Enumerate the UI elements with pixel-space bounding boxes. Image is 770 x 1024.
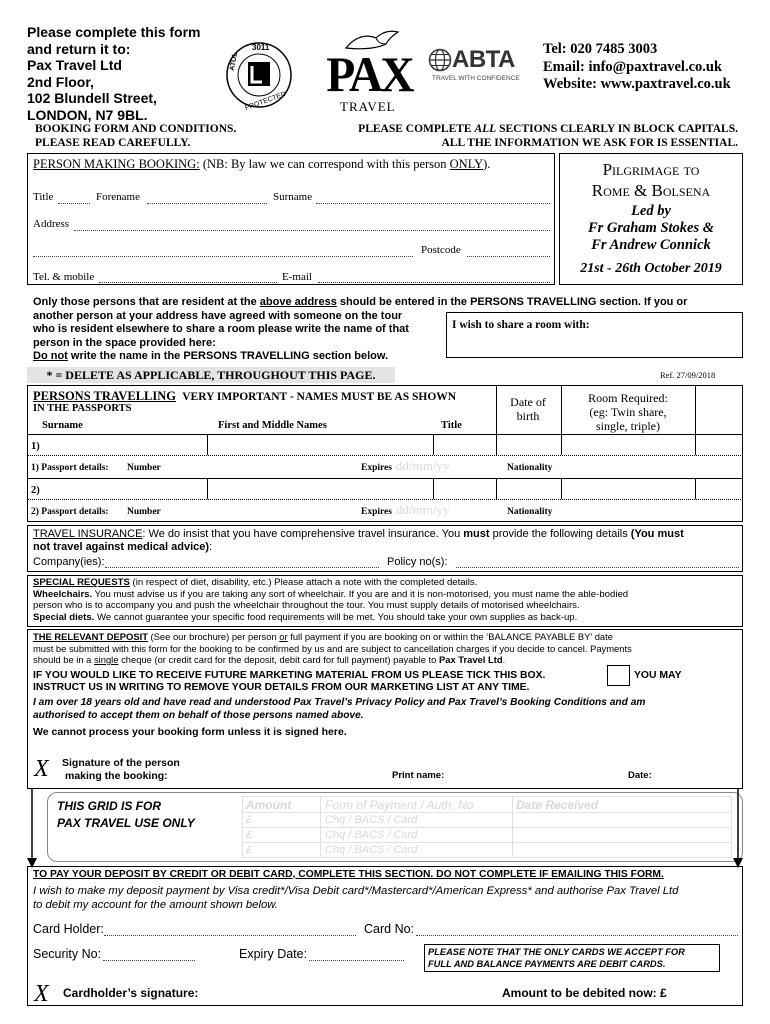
cardholder-signature-label: Cardholder’s signature: bbox=[63, 986, 199, 1000]
marketing-tick-box[interactable] bbox=[607, 665, 630, 686]
special-requests-text bbox=[33, 577, 741, 623]
date-label: Date: bbox=[628, 770, 652, 781]
email-field[interactable] bbox=[318, 282, 550, 283]
globe-icon bbox=[428, 48, 452, 72]
return-line: and return it to: bbox=[27, 40, 131, 57]
booker-note: (NB: By law we can correspond with this person bbox=[199, 157, 450, 171]
share-text: Only those persons that are resident at the bbox=[33, 296, 260, 308]
diets-text: We cannot guarantee your specific food requirements will be met. You should take your own supplies as back-up. bbox=[94, 611, 578, 623]
insurance-colon: : bbox=[209, 541, 213, 553]
marketing-line-2: INSTRUCT US IN WRITING TO REMOVE YOUR DETAILS FROM OUR MARKETING LIST AT ANY TIME. bbox=[33, 682, 530, 693]
traveller-1-title[interactable] bbox=[434, 435, 495, 454]
return-line: Please complete this form bbox=[27, 24, 201, 40]
passport-2-number-label: Number bbox=[127, 507, 161, 517]
traveller-2-number: 2) bbox=[31, 485, 40, 496]
traveller-2-room[interactable] bbox=[562, 479, 694, 498]
reference-number: Ref. 27/09/2018 bbox=[660, 370, 716, 380]
traveller-1-room[interactable] bbox=[562, 435, 694, 454]
insurance-label: TRAVEL INSURANCE bbox=[33, 528, 143, 540]
office-pound-2: £ bbox=[246, 829, 253, 841]
share-line bbox=[33, 296, 745, 310]
card-authorisation-line: I wish to make my deposit payment by Visa credit*/Visa Debit card*/Mastercard*/American Express* and authorise Pax Travel Ltd bbox=[33, 885, 679, 897]
passport-1-number-input[interactable] bbox=[168, 458, 358, 476]
notice-line: BOOKING FORM AND CONDITIONS. bbox=[35, 123, 237, 135]
postcode-label: Postcode bbox=[421, 244, 461, 256]
passport-1-label: 1) Passport details: bbox=[31, 463, 109, 473]
card-holder-field[interactable] bbox=[104, 935, 356, 936]
deposit-line bbox=[33, 654, 743, 666]
trip-leaders bbox=[559, 203, 743, 254]
atol-text: ATOL bbox=[229, 51, 240, 72]
surname-field[interactable] bbox=[316, 203, 550, 204]
cardholder-cross-icon: X bbox=[34, 981, 49, 1007]
deposit-heading: THE RELEVANT DEPOSIT bbox=[33, 631, 148, 642]
pax-sub: TRAVEL bbox=[340, 99, 396, 114]
down-arrow-right-icon bbox=[733, 788, 743, 868]
print-name-field[interactable] bbox=[452, 760, 622, 784]
passport-1-expires-label: Expires bbox=[361, 463, 392, 473]
trip-title-line: Pilgrimage to bbox=[602, 160, 700, 179]
abta-logo bbox=[428, 44, 528, 84]
booker-heading-label: PERSON MAKING BOOKING: bbox=[33, 157, 200, 171]
card-authorisation bbox=[33, 884, 745, 912]
special-heading: SPECIAL REQUESTS bbox=[33, 577, 130, 588]
expiry-label: Expiry Date: bbox=[239, 947, 308, 961]
forename-field[interactable] bbox=[147, 203, 267, 204]
age-line: I am over 18 years old and have read and understood Pax Travel’s Privacy Policy and Pax Travel’s Booking Conditions and am bbox=[33, 697, 646, 708]
signature-label bbox=[62, 757, 180, 782]
signature-label-line: making the booking: bbox=[65, 769, 168, 782]
age-declaration bbox=[33, 697, 743, 722]
wheelchairs-label: Wheelchairs. bbox=[33, 588, 93, 600]
passport-2-label: 2) Passport details: bbox=[31, 507, 109, 517]
wheelchairs-text: You must advise us if you are taking any sort of wheelchair. If you are and it is non-motorised, you must name the able-bodied bbox=[92, 588, 629, 600]
col-surname: Surname bbox=[42, 420, 83, 431]
share-line: another person at your address have agreed with someone on the tour bbox=[33, 309, 403, 322]
notice-line: ALL THE INFORMATION WE ASK FOR IS ESSENTIAL. bbox=[441, 137, 738, 149]
passport-2-expires-input[interactable]: dd/mm/yy bbox=[396, 502, 450, 517]
traveller-1-dob[interactable] bbox=[497, 435, 560, 454]
down-arrow-left-icon bbox=[27, 788, 37, 868]
deposit-single: single bbox=[93, 654, 119, 665]
booker-note-only: ONLY bbox=[449, 157, 484, 171]
traveller-2-dob[interactable] bbox=[497, 479, 560, 498]
booker-heading bbox=[33, 157, 490, 172]
leader-name: Fr Graham Stokes & bbox=[587, 220, 715, 236]
pax-logo bbox=[320, 28, 410, 116]
persons-travelling-label: PERSONS TRAVELLING bbox=[33, 389, 176, 403]
card-authorisation-line: to debit my account for the amount shown below. bbox=[33, 899, 278, 911]
passport-1-expires-input[interactable]: dd/mm/yy bbox=[396, 458, 450, 473]
dob-header bbox=[497, 395, 559, 423]
signature-field[interactable] bbox=[190, 760, 385, 784]
print-name-label: Print name: bbox=[392, 770, 445, 781]
contact-details bbox=[543, 41, 731, 94]
col-first-names: First and Middle Names bbox=[218, 420, 327, 431]
age-line: authorised to accept them on behalf of those persons named above. bbox=[33, 709, 364, 721]
return-line: LONDON, N7 9BL. bbox=[27, 106, 148, 123]
office-col-form: Form of Payment / Auth. No. bbox=[325, 798, 477, 812]
return-address bbox=[27, 24, 201, 123]
office-use-line: PAX TRAVEL USE ONLY bbox=[57, 816, 195, 830]
pax-name: PAX bbox=[326, 46, 412, 102]
company-label: Company(ies): bbox=[33, 556, 105, 568]
policy-label: Policy no(s): bbox=[387, 556, 448, 568]
leader-name: Fr Andrew Connick bbox=[591, 237, 711, 253]
office-pound-3: £ bbox=[246, 844, 253, 856]
insurance-line bbox=[33, 528, 741, 541]
notice-emphasis: ALL bbox=[474, 123, 497, 135]
atol-protected: PROTECTED bbox=[244, 90, 288, 113]
signature-label-line: Signature of the person bbox=[62, 757, 180, 769]
office-chq-3: Chq / BACS / Card bbox=[325, 844, 418, 856]
row-divider bbox=[27, 455, 743, 456]
email-label: E-mail bbox=[282, 271, 312, 283]
surname-label: Surname bbox=[273, 191, 313, 203]
person-making-booking-section bbox=[27, 153, 555, 285]
traveller-2-surname[interactable] bbox=[40, 479, 206, 498]
cardholder-signature-field[interactable] bbox=[210, 978, 490, 1002]
forename-label: Forename bbox=[96, 191, 140, 203]
room-header bbox=[562, 391, 694, 433]
deposit-line: must be submitted with this form for the booking to be confirmed by us and are subject to cancellation charges if you decide to cancel. Payments bbox=[33, 642, 632, 654]
led-by-label: Led by bbox=[631, 203, 671, 219]
expiry-field[interactable] bbox=[309, 960, 404, 961]
return-line: Pax Travel Ltd bbox=[27, 57, 122, 73]
return-line: 102 Blundell Street, bbox=[27, 90, 157, 106]
special-heading-rest: (in respect of diet, disability, etc.) Please attach a note with the completed details. bbox=[129, 577, 478, 588]
row-divider bbox=[27, 499, 743, 500]
office-grid-divider bbox=[242, 812, 732, 813]
traveller-2-title[interactable] bbox=[434, 479, 495, 498]
passports-note: IN THE PASSPORTS bbox=[33, 403, 132, 414]
deposit-text: cheque (or credit card for the deposit, debit card for full payment) payable to bbox=[118, 654, 439, 665]
trip-dates: 21st - 26th October 2019 bbox=[580, 261, 722, 276]
deposit-text: should be in a bbox=[33, 654, 94, 665]
card-number-field[interactable] bbox=[416, 935, 738, 936]
passport-2-expires-label: Expires bbox=[361, 507, 392, 517]
col-title: Title bbox=[441, 420, 462, 431]
atol-number: 3011 bbox=[252, 43, 270, 52]
security-field[interactable] bbox=[103, 960, 195, 961]
office-grid-divider bbox=[242, 827, 732, 828]
col-divider bbox=[695, 385, 696, 455]
abta-name: ABTA bbox=[452, 46, 515, 73]
card-heading: TO PAY YOUR DEPOSIT BY CREDIT OR DEBIT CARD, COMPLETE THIS SECTION. DO NOT COMPLETE IF EMAILING THIS FORM. bbox=[33, 869, 664, 880]
passport-2-nationality-label: Nationality bbox=[507, 507, 553, 517]
insurance-text-b: provide the following details bbox=[489, 528, 631, 540]
special-line bbox=[33, 612, 741, 624]
insurance-text-a: : We do insist that you have comprehensive travel insurance. You bbox=[142, 528, 464, 540]
share-line: person in the space provided here: bbox=[33, 336, 216, 349]
signature-cross-icon: X bbox=[34, 756, 49, 782]
room-header-line: (eg: Twin share, bbox=[589, 405, 667, 419]
amount-debited-field[interactable] bbox=[685, 978, 740, 1002]
card-number-label: Card No: bbox=[364, 922, 415, 936]
passport-2-number-input[interactable] bbox=[168, 502, 358, 520]
postcode-field[interactable] bbox=[467, 256, 550, 257]
office-use-label bbox=[57, 798, 195, 832]
persons-travelling-heading bbox=[33, 389, 456, 404]
office-chq-2: Chq / BACS / Card bbox=[325, 829, 418, 841]
atol-logo bbox=[224, 40, 294, 113]
office-use-line: THIS GRID IS FOR bbox=[57, 799, 162, 813]
address-field-2[interactable] bbox=[33, 256, 413, 257]
notice-line: PLEASE READ CAREFULLY. bbox=[35, 137, 191, 149]
insurance-bold: (You must bbox=[630, 528, 684, 540]
title-label: Title bbox=[33, 191, 54, 203]
security-label: Security No: bbox=[33, 947, 102, 961]
card-holder-label: Card Holder: bbox=[33, 922, 104, 936]
debit-note-line: FULL AND BALANCE PAYMENTS ARE DEBIT CARDS. bbox=[428, 958, 666, 969]
share-text: should be entered in the PERSONS TRAVELLING section. If you or bbox=[336, 296, 688, 308]
share-underline: above address bbox=[259, 296, 337, 308]
insurance-line bbox=[33, 541, 741, 554]
insurance-text bbox=[33, 528, 741, 554]
address-label: Address bbox=[33, 218, 70, 230]
passport-2-nationality-input[interactable] bbox=[560, 502, 740, 520]
room-header-line: Room Required: bbox=[588, 391, 668, 405]
office-pound-1: £ bbox=[246, 814, 253, 826]
deposit-or: or bbox=[279, 631, 288, 642]
deposit-line bbox=[33, 631, 743, 643]
special-line bbox=[33, 589, 741, 601]
debit-cards-note-text bbox=[428, 947, 685, 970]
traveller-1-first-names[interactable] bbox=[208, 435, 432, 454]
col-divider bbox=[695, 478, 696, 499]
share-room-label: I wish to share a room with: bbox=[452, 319, 590, 331]
passport-1-number-label: Number bbox=[127, 463, 161, 473]
policy-field[interactable] bbox=[456, 567, 739, 568]
date-field[interactable] bbox=[660, 760, 740, 784]
traveller-2-first-names[interactable] bbox=[208, 479, 432, 498]
notice-line bbox=[305, 122, 738, 136]
office-col-received: Date Received bbox=[516, 798, 599, 812]
tel-label: Tel. & mobile bbox=[33, 271, 95, 283]
notice-text: PLEASE COMPLETE bbox=[358, 123, 475, 135]
office-grid-divider bbox=[242, 842, 732, 843]
traveller-1-number: 1) bbox=[31, 441, 40, 452]
passport-1-nationality-input[interactable] bbox=[560, 458, 740, 476]
office-col-amount: Amount bbox=[246, 798, 292, 812]
dob-header-line: Date of bbox=[510, 395, 546, 409]
passport-1-nationality-label: Nationality bbox=[507, 463, 553, 473]
marketing-line-1: IF YOU WOULD LIKE TO RECEIVE FUTURE MARKETING MATERIAL FROM US PLEASE TICK THIS BOX. bbox=[33, 670, 546, 681]
notice-text: SECTIONS CLEARLY IN BLOCK CAPITALS. bbox=[496, 123, 738, 135]
contact-email: Email: info@paxtravel.co.uk bbox=[543, 58, 723, 75]
amount-debited-label: Amount to be debited now: £ bbox=[502, 986, 667, 1000]
trip-title bbox=[559, 159, 743, 201]
abta-tagline: TRAVEL WITH CONFIDENCE bbox=[432, 75, 520, 82]
share-line: who is resident elsewhere to share a room please write the name of that bbox=[33, 323, 409, 335]
deposit-text-a: (See our brochure) per person bbox=[147, 631, 280, 642]
deposit-payee: Pax Travel Ltd bbox=[438, 654, 503, 665]
contact-phone: Tel: 020 7485 3003 bbox=[543, 41, 658, 57]
marketing-you-may: YOU MAY bbox=[634, 670, 682, 681]
diets-label: Special diets. bbox=[33, 611, 95, 623]
company-field[interactable] bbox=[105, 567, 379, 568]
deposit-text: . bbox=[502, 654, 506, 665]
deposit-text-b: full payment if you are booking on or within the ‘BALANCE PAYABLE BY’ date bbox=[287, 631, 613, 642]
debit-note-line: PLEASE NOTE THAT THE ONLY CARDS WE ACCEPT FOR bbox=[428, 947, 685, 957]
delete-applicable-bar: * = DELETE AS APPLICABLE, THROUGHOUT THIS PAGE. bbox=[27, 367, 395, 383]
office-chq-1: Chq / BACS / Card bbox=[325, 814, 418, 826]
contact-website: Website: www.paxtravel.co.uk bbox=[543, 76, 731, 92]
names-important-note: VERY IMPORTANT - NAMES MUST BE AS SHOWN bbox=[182, 391, 457, 403]
insurance-medical: not travel against medical advice) bbox=[33, 541, 210, 553]
deposit-text bbox=[33, 631, 743, 666]
dob-header-line: birth bbox=[516, 409, 540, 423]
booking-notice-left bbox=[35, 122, 236, 150]
booking-notice-right bbox=[305, 122, 738, 150]
title-field[interactable] bbox=[58, 203, 90, 204]
share-text: write the name in the PERSONS TRAVELLING section below. bbox=[67, 350, 389, 362]
do-not-label: Do not bbox=[33, 350, 68, 362]
insurance-must: must bbox=[463, 528, 490, 540]
tel-field[interactable] bbox=[99, 282, 277, 283]
special-line: person who is to accompany you and push the wheelchair throughout the tour. You must supply details of motorised wheelchairs. bbox=[33, 600, 580, 611]
return-line: 2nd Floor, bbox=[27, 73, 94, 90]
trip-title-line: Rome & Bolsena bbox=[591, 181, 711, 200]
special-line bbox=[33, 577, 741, 589]
address-field-1[interactable] bbox=[74, 230, 550, 231]
cannot-process-note: We cannot process your booking form unless it is signed here. bbox=[33, 726, 347, 738]
room-header-line: single, triple) bbox=[596, 419, 660, 433]
booker-note-end: ). bbox=[483, 157, 491, 171]
traveller-1-surname[interactable] bbox=[40, 435, 206, 454]
